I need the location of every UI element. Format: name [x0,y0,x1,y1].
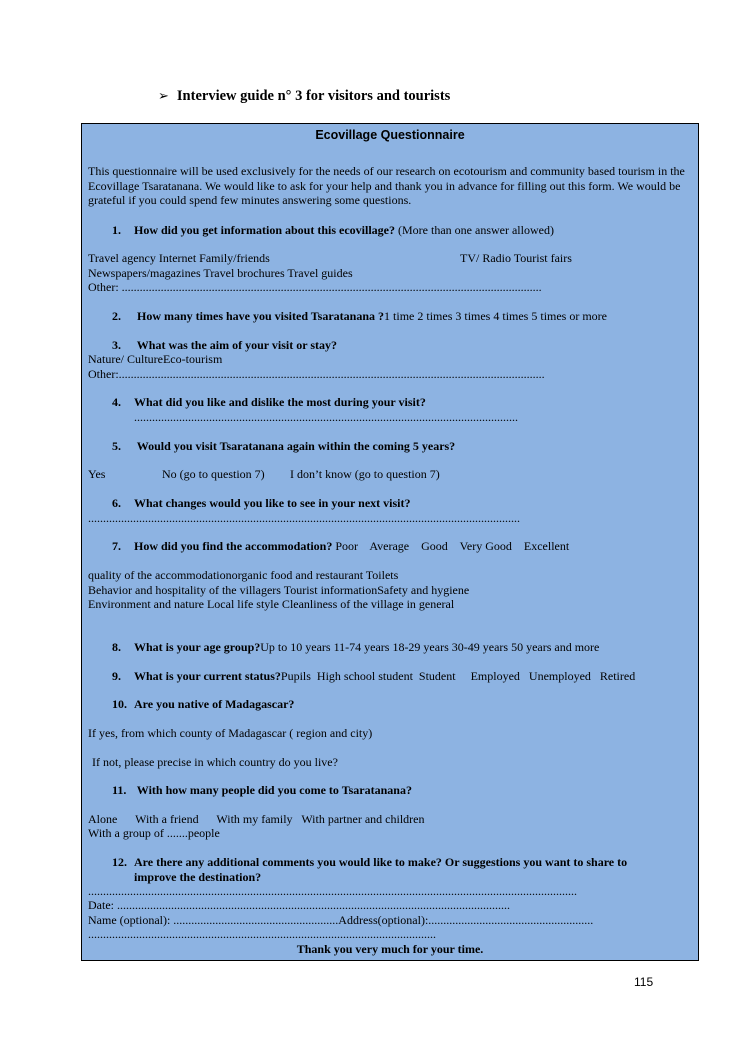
question-8-options: Up to 10 years 11-74 years 18-29 years 30-49 years 50 years and more [260,640,600,654]
q1-other-field: Other: ............................................................................................................................................ [88,280,542,294]
question-2-text: How many times have you visited Tsaratanana ? [137,309,385,323]
q11-options: Alone With a friend With my family With partner and children [88,812,425,826]
question-9-options: Pupils High school student Student Employed Unemployed Retired [280,669,636,683]
q6-answer-line: ................................................................................................................................................ [88,511,520,525]
q5-option-yes: Yes [88,467,106,481]
guide-heading [158,88,450,105]
question-11: 11. With how many people did you come to Tsaratanana? [112,783,412,797]
questionnaire-title: Ecovillage Questionnaire [315,128,465,142]
question-2-options: 1 time 2 times 3 times 4 times 5 times or more [384,309,608,323]
question-11-text: With how many people did you come to Tsaratanana? [136,783,412,797]
question-4: 4. What did you like and dislike the most during your visit? [112,395,426,409]
question-2: 2. How many times have you visited Tsaratanana ?1 time 2 times 3 times 4 times 5 times or more [112,309,608,323]
q7-criteria-line2: Behavior and hospitality of the villagers Tourist informationSafety and hygiene [88,583,470,597]
q3-other-field: Other:.............................................................................................................................................. [88,367,545,381]
question-3: 3. What was the aim of your visit or stay? [112,338,338,352]
question-12-text-continued: improve the destination? [134,870,262,884]
question-1: 1. How did you get information about this ecovillage? (More than one answer allowed) [112,223,554,237]
question-5: 5. Would you visit Tsaratanana again within the coming 5 years? [112,439,456,453]
arrow-bullet-icon: ➢ [158,88,169,103]
question-10-text: Are you native of Madagascar? [134,697,295,711]
extra-line: .................................................................................................................... [88,927,436,941]
question-1-note: (More than one answer allowed) [398,223,554,237]
question-6-text: What changes would you like to see in your next visit? [134,496,411,510]
question-12: 12. Are there any additional comments you would like to make? Or suggestions you want to share to [112,855,628,869]
date-field: Date: ................................................................................................................................... [88,898,510,912]
question-6: 6. What changes would you like to see in your next visit? [112,496,411,510]
page-number: 115 [634,975,654,989]
question-12-text: Are there any additional comments you would like to make? Or suggestions you want to share to [134,855,628,869]
questionnaire-box [81,123,699,961]
q4-answer-line: ................................................................................................................................ [134,410,518,424]
q7-criteria-line1: quality of the accommodationorganic food and restaurant Toilets [88,568,399,582]
q12-comment-line: ................................................................................................................................................................... [88,884,577,898]
question-3-text: What was the aim of your visit or stay? [136,338,338,352]
name-address-field: Name (optional): .......................................................Address(optional):....................................................... [88,913,594,927]
q3-options: Nature/ CultureEco-tourism [88,352,223,366]
question-9-text: What is your current status? [134,669,281,683]
q5-option-dont-know: I don’t know (go to question 7) [290,467,440,481]
q1-options-line1: Travel agency Internet Family/friends [88,251,270,265]
q10-if-not: If not, please precise in which country do you live? [92,755,338,769]
q7-criteria-line3: Environment and nature Local life style Cleanliness of the village in general [88,597,455,611]
guide-heading-text: Interview guide n° 3 for visitors and tourists [176,88,451,104]
question-7-scale: Poor Average Good Very Good Excellent [335,539,570,553]
q10-if-yes: If yes, from which county of Madagascar ( region and city) [88,726,373,740]
question-8: 8. What is your age group?Up to 10 years 11-74 years 18-29 years 30-49 years 50 years and more [112,640,600,654]
q1-options-line2: Newspapers/magazines Travel brochures Travel guides [88,266,353,280]
question-4-text: What did you like and dislike the most during your visit? [134,395,426,409]
question-5-text: Would you visit Tsaratanana again within the coming 5 years? [136,439,456,453]
question-9: 9. What is your current status?Pupils High school student Student Employed Unemployed Retired [112,669,636,683]
q11-group-option: With a group of .......people [88,826,220,840]
q5-option-no: No (go to question 7) [162,467,265,481]
question-7-text: How did you find the accommodation? [134,539,333,553]
thank-you-note: Thank you very much for your time. [296,942,484,956]
question-1-text: How did you get information about this ecovillage? [134,223,396,237]
question-7: 7. How did you find the accommodation? Poor Average Good Very Good Excellent [112,539,570,553]
q1-options-line1-right: TV/ Radio Tourist fairs [460,251,572,265]
question-8-text: What is your age group? [134,640,261,654]
intro-paragraph: This questionnaire will be used exclusively for the needs of our research on ecotourism and community based tourism in the Ecovillage Tsaratanana. We would like to ask for your help and thank you in advance for filling out this form. We would be grateful if you could spend few minutes answering some questions. [88,164,685,207]
question-10: 10. Are you native of Madagascar? [112,697,295,711]
